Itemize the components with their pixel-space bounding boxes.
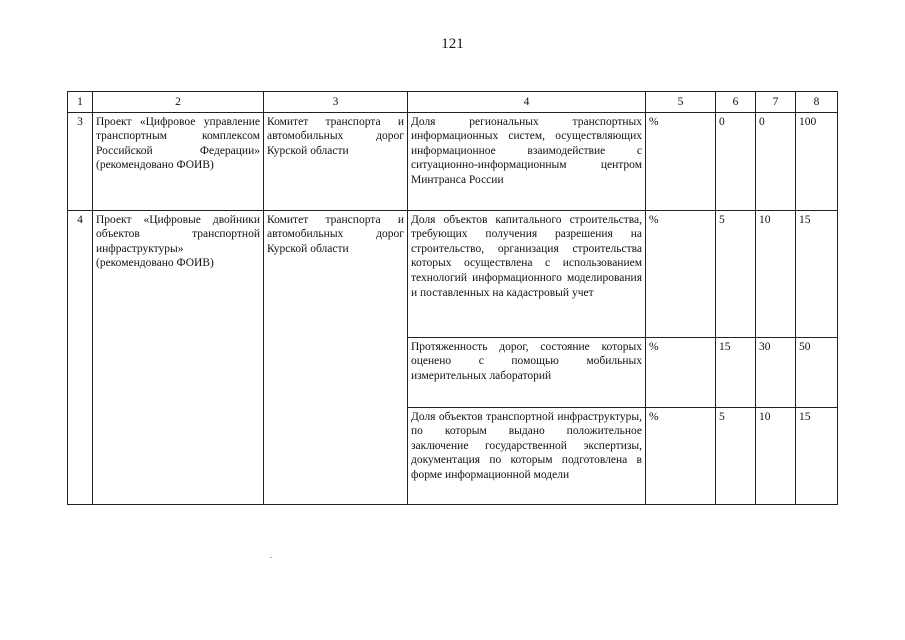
indicator-name: Доля объектов транспортной инфраструктуры, по которым выдано положительное заключение государственной экспертизы, документация по которым подготовлена в форме информационной модели — [408, 407, 646, 504]
indicator-name: Протяженность дорог, состояние которых оценено с помощью мобильных измерительных лабораторий — [408, 337, 646, 407]
page-number: 121 — [441, 36, 464, 52]
indicator-unit: % — [646, 210, 716, 337]
indicator-value-col7: 10 — [756, 407, 796, 504]
indicator-unit: % — [646, 337, 716, 407]
column-header: 6 — [716, 92, 756, 113]
indicator-unit: % — [646, 407, 716, 504]
indicator-value-col8: 50 — [796, 337, 838, 407]
column-header: 4 — [408, 92, 646, 113]
indicator-name: Доля объектов капитального строительства, требующих получения разрешения на строительство, организация строительства которых осуществлена с использованием технологий информационного моделирования и поставленных на кадастровый учет — [408, 210, 646, 337]
indicator-value-col7: 10 — [756, 210, 796, 337]
column-header: 7 — [756, 92, 796, 113]
column-header: 5 — [646, 92, 716, 113]
indicator-value-col7: 0 — [756, 112, 796, 210]
indicator-value-col8: 100 — [796, 112, 838, 210]
row-number: 4 — [68, 210, 93, 504]
indicator-value-col6: 0 — [716, 112, 756, 210]
indicator-value-col6: 15 — [716, 337, 756, 407]
project-name: Проект «Цифровые двойники объектов транспортной инфраструктуры» (рекомендовано ФОИВ) — [93, 210, 264, 504]
column-header: 8 — [796, 92, 838, 113]
row-number: 3 — [68, 112, 93, 210]
indicator-table — [67, 91, 838, 505]
table-row — [68, 112, 838, 210]
responsible-body: Комитет транспорта и автомобильных дорог Курской области — [264, 210, 408, 504]
indicator-value-col8: 15 — [796, 210, 838, 337]
responsible-body: Комитет транспорта и автомобильных дорог Курской области — [264, 112, 408, 210]
indicator-value-col6: 5 — [716, 407, 756, 504]
indicator-value-col6: 5 — [716, 210, 756, 337]
column-header: 3 — [264, 92, 408, 113]
indicator-value-col7: 30 — [756, 337, 796, 407]
indicator-name: Доля региональных транспортных информационных систем, осуществляющих информационное взаимодействие с ситуационно-информационным центром Минтранса России — [408, 112, 646, 210]
indicator-value-col8: 15 — [796, 407, 838, 504]
indicator-unit: % — [646, 112, 716, 210]
table-row — [68, 210, 838, 337]
column-header: 1 — [68, 92, 93, 113]
scan-speck — [270, 557, 272, 558]
table-header-row — [68, 92, 838, 113]
project-name: Проект «Цифровое управление транспортным комплексом Российской Федерации» (рекомендовано ФОИВ) — [93, 112, 264, 210]
column-header: 2 — [93, 92, 264, 113]
